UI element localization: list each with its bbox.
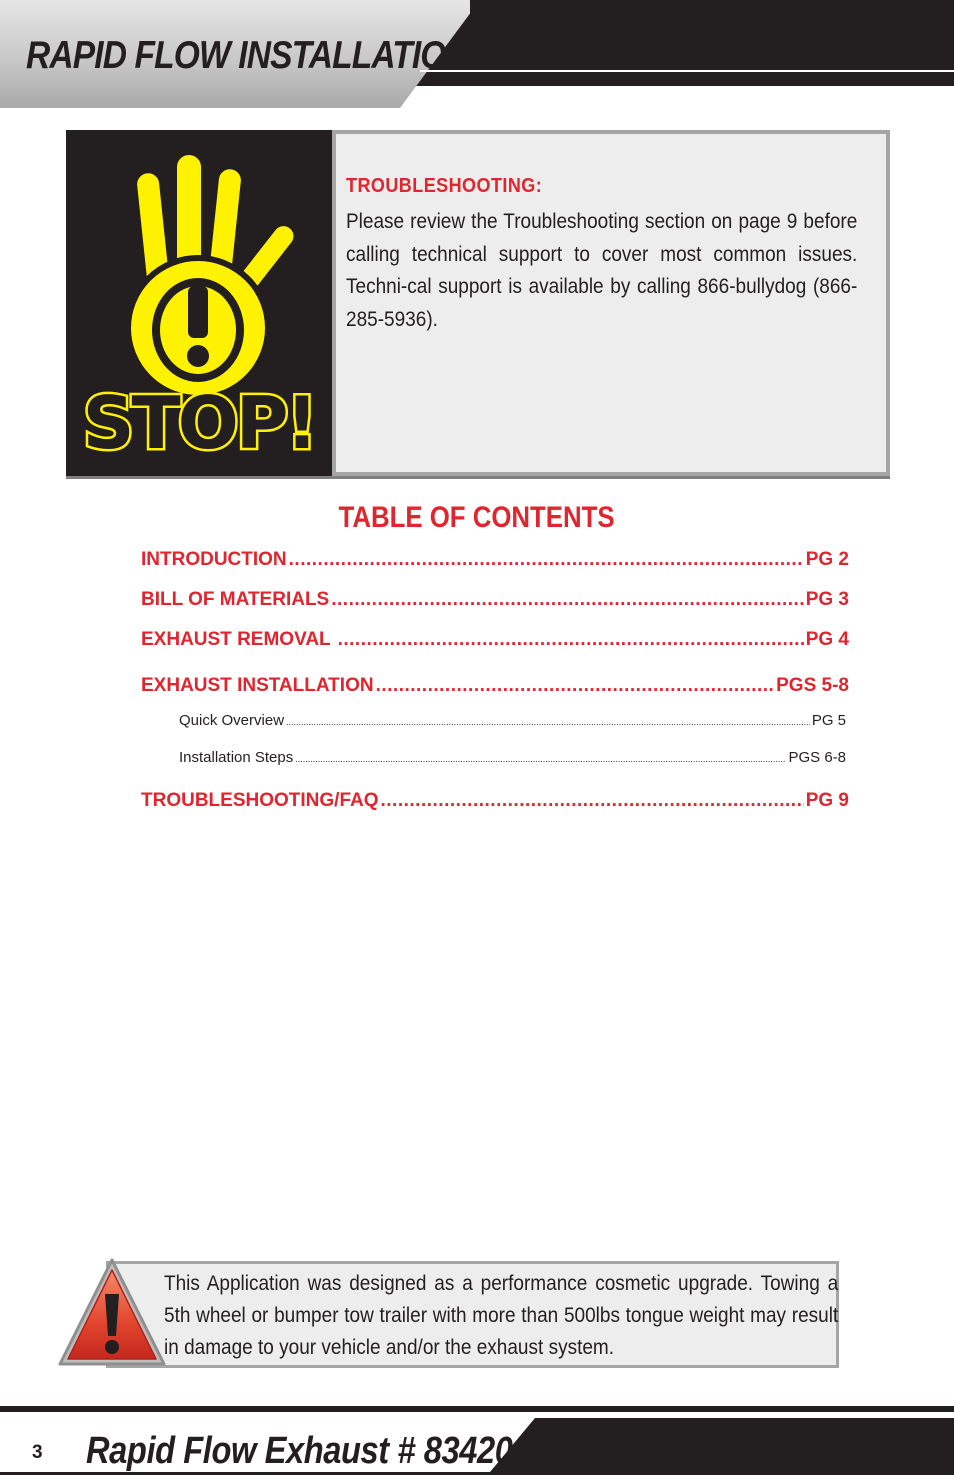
toc-leader [295, 754, 786, 764]
toc-entry-label: TROUBLESHOOTING/FAQ [141, 790, 379, 811]
toc-entry-label: EXHAUST REMOVAL [141, 629, 336, 650]
stop-image [66, 130, 332, 476]
toc-title: TABLE OF CONTENTS [338, 501, 616, 534]
toc-subentry-label: Quick Overview [179, 712, 285, 729]
toc-subentry-page: PG 5 [811, 712, 846, 729]
toc-subentry-page: PGS 6-8 [788, 749, 846, 766]
toc-leader [381, 790, 804, 812]
stop-hand-icon [66, 130, 332, 476]
toc-entry-page: PG 4 [805, 629, 849, 650]
toc-entry-page: PGS 5-8 [776, 675, 849, 696]
toc-entry-exhaust-removal[interactable] [141, 629, 849, 651]
toc-entry-label: EXHAUST INSTALLATION [141, 675, 374, 696]
toc-leader [338, 629, 804, 651]
toc-entry-bill-of-materials[interactable] [141, 589, 849, 611]
stop-icon-text: STOP! [82, 381, 316, 465]
toc-entry-exhaust-installation[interactable] [141, 675, 849, 697]
toc-subentry-label: Installation Steps [179, 749, 294, 766]
toc-entry-page: PG 3 [805, 589, 849, 610]
toc-leader [331, 589, 803, 611]
warning-triangle-icon [56, 1256, 168, 1372]
header-title: RAPID FLOW INSTALLATION [26, 34, 469, 77]
toc-entry-page: PG 2 [805, 549, 849, 570]
toc-subentry-quick-overview[interactable] [179, 712, 846, 729]
toc-leader [376, 675, 775, 697]
toc-entry-page: PG 9 [805, 790, 849, 811]
troubleshooting-text: Please review the Troubleshooting section on page 9 before calling technical support to cover most common issues. Techni-cal support is available by calling 866-bullydog (866-285-5936). [346, 210, 858, 331]
toc-entry-label: INTRODUCTION [141, 549, 287, 570]
toc-leader [289, 549, 804, 571]
footer-rule [0, 1406, 954, 1412]
toc-entry-label: BILL OF MATERIALS [141, 589, 330, 610]
toc-subentry-installation-steps[interactable] [179, 749, 846, 766]
header-rule [420, 70, 954, 72]
troubleshooting-heading: TROUBLESHOOTING: [346, 175, 543, 197]
toc-leader [286, 717, 810, 727]
footer-title: Rapid Flow Exhaust # 83420 [86, 1430, 513, 1472]
toc-entry-introduction[interactable] [141, 549, 849, 571]
toc-entry-troubleshooting-faq[interactable] [141, 790, 849, 812]
page-number: 3 [32, 1442, 43, 1463]
warning-text: This Application was designed as a performance cosmetic upgrade. Towing a 5th wheel or bumper tow trailer with more than 500lbs tongue weight may result in damage to your vehicle and/or the exhaust system. [164, 1272, 839, 1359]
